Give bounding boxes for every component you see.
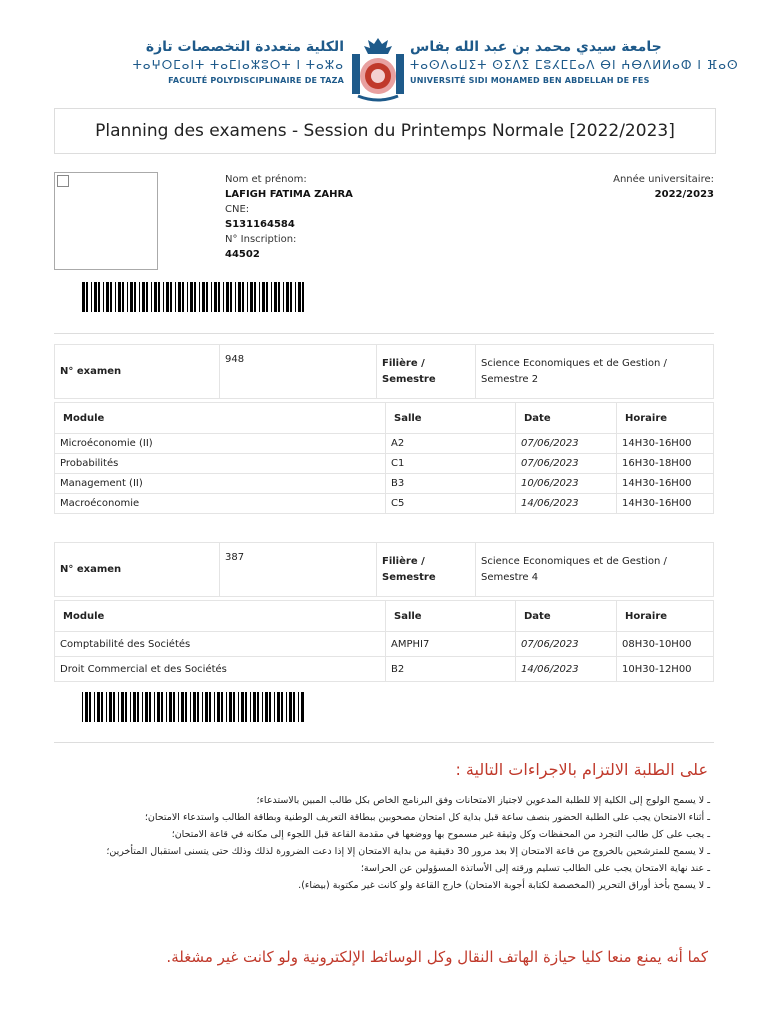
filiere-name: Science Economiques et de Gestion / [481, 357, 667, 369]
exam-number-label: N° examen [55, 345, 220, 399]
barcode-bar [298, 282, 301, 312]
rule-item: ـ لا يسمح الولوج إلى الكلية إلا للطلبة المدعوين لاجتياز الامتحانات وفق البرنامج الخاص بكل طالب المبين بالاستدعاء؛ [256, 795, 710, 806]
date-cell: 07/06/2023 [516, 434, 617, 454]
salle-cell: C5 [386, 494, 516, 514]
barcode-bar [250, 282, 253, 312]
barcode-bar [142, 692, 143, 722]
filiere-value [476, 543, 714, 597]
barcode-bar [278, 282, 280, 312]
barcode-bar [265, 692, 268, 722]
barcode-bar [221, 692, 223, 722]
barcode-bar [269, 692, 271, 722]
barcode-top [82, 282, 306, 312]
barcode-bar [202, 692, 203, 722]
barcode-bar [121, 692, 124, 722]
barcode-bar [133, 692, 136, 722]
rules-title: على الطلبة الالتزام بالاجراءات التالية : [455, 760, 708, 779]
salle-cell: C1 [386, 454, 516, 474]
horaire-cell: 14H30-16H00 [617, 434, 714, 454]
date-cell: 10/06/2023 [516, 474, 617, 494]
barcode-bar [130, 692, 131, 722]
horaire-cell: 14H30-16H00 [617, 494, 714, 514]
barcode-bar [181, 692, 184, 722]
modules-table-2 [54, 600, 714, 682]
module-cell: Management (II) [55, 474, 386, 494]
barcode-bar [193, 692, 196, 722]
exam-number-value: 387 [220, 543, 377, 597]
barcode-bar [113, 692, 115, 722]
date-cell: 07/06/2023 [516, 632, 617, 657]
exam-info-table-1 [54, 344, 714, 399]
horaire-cell: 16H30-18H00 [617, 454, 714, 474]
barcode-bar [91, 282, 92, 312]
barcode-bar [214, 282, 217, 312]
barcode-bar [202, 282, 205, 312]
col-salle: Salle [386, 403, 516, 434]
university-name-tifinagh: ⵜⴰⵙⴷⴰⵡⵉⵜ ⵙⵉⴷⵉ ⵎⵓⵃⵎⵎⴰⴷ ⴱⵏ ⵄⴱⴷⵍⵍⴰⵀ ⵏ ⴼⴰⵙ [410, 58, 739, 72]
barcode-bar [223, 282, 224, 312]
barcode-bar [134, 282, 136, 312]
barcode-bar [157, 692, 160, 722]
horaire-cell: 08H30-10H00 [617, 632, 714, 657]
barcode-bar [218, 282, 220, 312]
faculty-name-ar: الكلية متعددة التخصصات تازة [145, 39, 344, 55]
barcode-bar [178, 282, 181, 312]
rule-item: ـ لا يسمح للمترشحين بالخروج من قاعة الامتحان إلا بعد مرور 30 دقيقية من بداية الامتحان إلا إذا دعت الضرورة لذلك وذلك حتى يتسنى استقبال المتأخرين؛ [106, 846, 710, 857]
barcode-bar [115, 282, 116, 312]
barcode-bar [209, 692, 211, 722]
barcode-bar [166, 692, 167, 722]
col-horaire: Horaire [617, 601, 714, 632]
faculty-name-tifinagh: ⵜⴰⵖⵔⵎⴰⵏⵜ ⵜⴰⵎⵏⴰⵣⵓⵔⵜ ⵏ ⵜⴰⵣⴰ [132, 58, 344, 72]
barcode-bar [185, 692, 187, 722]
table-row [55, 657, 714, 682]
filiere-label-line2: Semestre [382, 373, 436, 385]
barcode-bar [302, 282, 304, 312]
barcode-bar [161, 692, 163, 722]
barcode-bar [206, 282, 208, 312]
barcode-bar [173, 692, 175, 722]
semestre-name: Semestre 2 [481, 373, 539, 385]
modules-table-1 [54, 402, 714, 514]
academic-year [540, 172, 714, 202]
barcode-bar [238, 282, 241, 312]
barcode-bar [130, 282, 133, 312]
horaire-cell: 10H30-12H00 [617, 657, 714, 682]
barcode-bar [158, 282, 160, 312]
table-row [55, 632, 714, 657]
barcode-bar [145, 692, 148, 722]
rules-list [60, 792, 710, 894]
date-cell: 07/06/2023 [516, 454, 617, 474]
barcode-bar [169, 692, 172, 722]
table-row [55, 454, 714, 474]
barcode-bar [187, 282, 188, 312]
barcode-bar [235, 282, 236, 312]
salle-cell: A2 [386, 434, 516, 454]
filiere-label [377, 345, 476, 399]
barcode-bar [281, 692, 283, 722]
student-info [225, 172, 425, 262]
table-row [55, 494, 714, 514]
divider [54, 742, 714, 743]
barcode-bar [257, 692, 259, 722]
barcode-bar [118, 282, 121, 312]
barcode-bar [277, 692, 280, 722]
barcode-bar [230, 282, 232, 312]
barcode-bar [226, 692, 227, 722]
barcode-bar [274, 282, 277, 312]
filiere-value [476, 345, 714, 399]
col-date: Date [516, 403, 617, 434]
barcode-bar [259, 282, 260, 312]
barcode-bar [283, 282, 284, 312]
barcode-bar [118, 692, 119, 722]
barcode-bar [226, 282, 229, 312]
barcode-bar [154, 692, 155, 722]
rule-item: ـ أثناء الامتحان يجب على الطلبة الحضور بنصف ساعة قبل بداية كل امتحان مصحوبين ببطاقة التعريف الوطنية وبطاقة الطالب واستدعاء الامتحان؛ [144, 812, 710, 823]
barcode-bar [262, 692, 263, 722]
barcode-bar [229, 692, 232, 722]
col-horaire: Horaire [617, 403, 714, 434]
filiere-label-line2: Semestre [382, 571, 436, 583]
university-name-block [410, 38, 739, 88]
exam-number-label: N° examen [55, 543, 220, 597]
broken-image-icon [57, 175, 69, 187]
date-cell: 14/06/2023 [516, 494, 617, 514]
barcode-bar [254, 282, 256, 312]
module-cell: Droit Commercial et des Sociétés [55, 657, 386, 682]
barcode-bar [139, 282, 140, 312]
barcode-bar [101, 692, 103, 722]
barcode-bar [262, 282, 265, 312]
name-label: Nom et prénom: [225, 174, 307, 185]
barcode-bar [271, 282, 272, 312]
cne-label: CNE: [225, 204, 250, 215]
barcode-bar [238, 692, 239, 722]
barcode-bar [86, 282, 88, 312]
barcode-bar [289, 692, 292, 722]
inscription-label: N° Inscription: [225, 234, 297, 245]
barcode-bar [190, 692, 191, 722]
horaire-cell: 14H30-16H00 [617, 474, 714, 494]
barcode-bar [233, 692, 235, 722]
student-name: LAFIGH FATIMA ZAHRA [225, 189, 353, 200]
col-module: Module [55, 403, 386, 434]
barcode-bar [127, 282, 128, 312]
salle-cell: B3 [386, 474, 516, 494]
barcode-bar [295, 282, 296, 312]
barcode-bar [293, 692, 295, 722]
module-cell: Macroéconomie [55, 494, 386, 514]
year-label: Année universitaire: [613, 174, 714, 185]
semestre-name: Semestre 4 [481, 571, 539, 583]
col-salle: Salle [386, 601, 516, 632]
salle-cell: B2 [386, 657, 516, 682]
barcode-bar [250, 692, 251, 722]
rule-item: ـ يجب على كل طالب التجرد من المحفظات وكل وثيقة غير مسموح بها ووضعها في مقدمة القاعة قبل اللجوء إلى مكانه في قاعة الامتحان؛ [171, 829, 710, 840]
barcode-bar [247, 282, 248, 312]
barcode-bar [211, 282, 212, 312]
exam-number-value: 948 [220, 345, 377, 399]
page-header [0, 28, 768, 103]
student-inscription: 44502 [225, 249, 260, 260]
divider [54, 333, 714, 334]
barcode-bar [103, 282, 104, 312]
table-row [55, 434, 714, 454]
barcode-bar [106, 692, 107, 722]
filiere-label [377, 543, 476, 597]
barcode-bar [241, 692, 244, 722]
barcode-bar [214, 692, 215, 722]
barcode-bar [146, 282, 148, 312]
barcode-bar [286, 692, 287, 722]
rule-item: ـ لا يسمح بأخذ أوراق التحرير (المخصصة لكتابة أجوبة الامتحان) خارج القاعة ولو كانت غير مكتوبة (بيضاء). [298, 880, 710, 891]
barcode-bar [199, 282, 200, 312]
barcode-bar [94, 692, 95, 722]
barcode-bottom [82, 692, 306, 722]
university-emblem-icon [348, 34, 408, 104]
barcode-bar [98, 282, 100, 312]
barcode-bar [178, 692, 179, 722]
barcode-bar [194, 282, 196, 312]
student-photo [54, 172, 158, 270]
table-row [55, 474, 714, 494]
barcode-bar [190, 282, 193, 312]
page-title: Planning des examens - Session du Printemps Normale [2022/2023] [54, 108, 716, 154]
module-cell: Microéconomie (II) [55, 434, 386, 454]
barcode-bar [89, 692, 91, 722]
col-module: Module [55, 601, 386, 632]
barcode-bar [175, 282, 176, 312]
barcode-bar [122, 282, 124, 312]
barcode-bar [149, 692, 151, 722]
barcode-bar [197, 692, 199, 722]
barcode-bar [97, 692, 100, 722]
barcode-bar [166, 282, 169, 312]
barcode-bar [137, 692, 139, 722]
col-date: Date [516, 601, 617, 632]
date-cell: 14/06/2023 [516, 657, 617, 682]
footer-warning: كما أنه يمنع منعا كليا حيازة الهاتف النقال وكل الوسائط الإلكترونية ولو كانت غير مشغلة. [166, 948, 708, 966]
barcode-bar [151, 282, 152, 312]
barcode-bar [106, 282, 109, 312]
barcode-bar [301, 692, 304, 722]
faculty-name-block [124, 38, 344, 88]
barcode-bar [274, 692, 275, 722]
barcode-bar [286, 282, 289, 312]
rule-item: ـ عند نهاية الامتحان يجب على الطالب تسليم ورقته إلى الأساتذة المسؤولين عن الحراسة؛ [360, 863, 710, 874]
module-cell: Probabilités [55, 454, 386, 474]
barcode-bar [154, 282, 157, 312]
barcode-bar [82, 692, 83, 722]
barcode-bar [182, 282, 184, 312]
filiere-label-line1: Filière / [382, 357, 425, 369]
exam-info-table-2 [54, 542, 714, 597]
filiere-name: Science Economiques et de Gestion / [481, 555, 667, 567]
barcode-bar [109, 692, 112, 722]
university-name-fr: UNIVERSITÉ SIDI MOHAMED BEN ABDELLAH DE FES [410, 76, 650, 85]
barcode-bar [170, 282, 172, 312]
barcode-bar [253, 692, 256, 722]
barcode-bar [125, 692, 127, 722]
year-value: 2022/2023 [654, 189, 714, 200]
filiere-label-line1: Filière / [382, 555, 425, 567]
barcode-bar [205, 692, 208, 722]
barcode-bar [94, 282, 97, 312]
university-name-ar: جامعة سيدي محمد بن عبد الله بفاس [410, 39, 662, 55]
barcode-bar [110, 282, 112, 312]
barcode-bar [85, 692, 88, 722]
barcode-bar [298, 692, 299, 722]
barcode-bar [217, 692, 220, 722]
faculty-name-fr: FACULTÉ POLYDISCIPLINAIRE DE TAZA [168, 76, 344, 85]
barcode-bar [242, 282, 244, 312]
barcode-bar [82, 282, 85, 312]
barcode-bar [142, 282, 145, 312]
barcode-bar [163, 282, 164, 312]
salle-cell: AMPHI7 [386, 632, 516, 657]
barcode-bar [290, 282, 292, 312]
module-cell: Comptabilité des Sociétés [55, 632, 386, 657]
barcode-bar [245, 692, 247, 722]
barcode-bar [266, 282, 268, 312]
student-cne: S131164584 [225, 219, 295, 230]
